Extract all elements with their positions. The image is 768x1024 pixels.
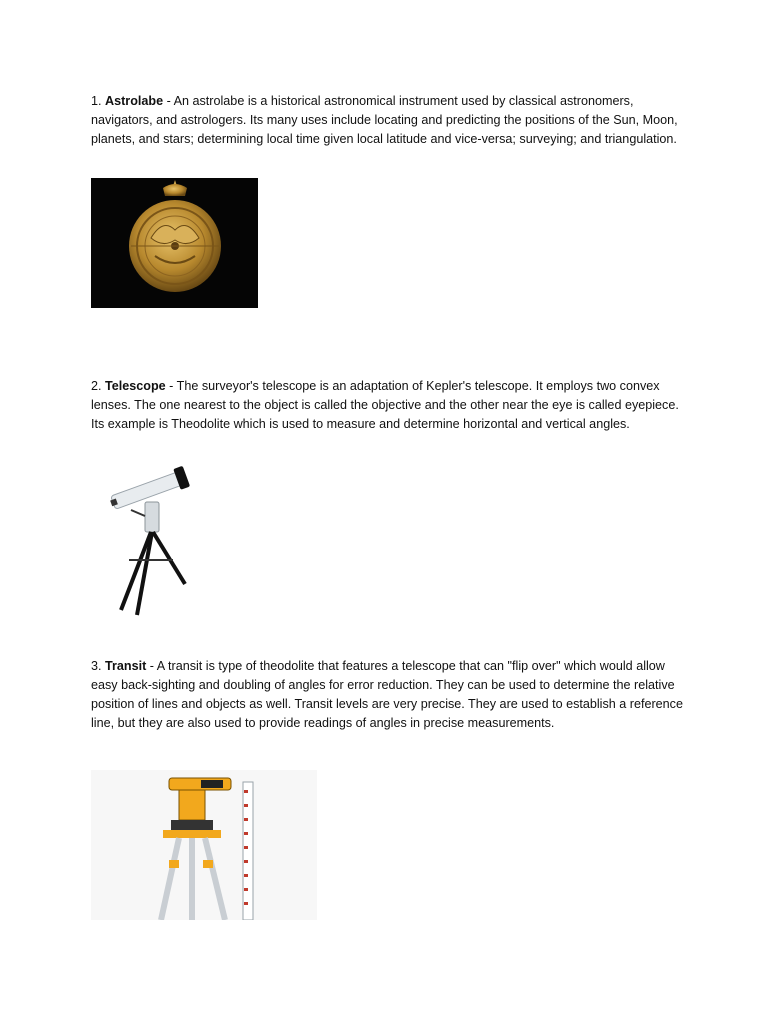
item-description: - A transit is type of theodolite that features a telescope that can "flip over" which would allow easy back-sighting and doubling of angles for error reduction. They can be used to determine the relative position of lines and objects as well. Transit levels are very precise. They are used to establish a reference line, but they are also used to provide readings of angles in precise measurements. — [91, 659, 683, 730]
astrolabe-image — [91, 178, 258, 308]
item-transit-paragraph — [91, 657, 687, 733]
item-term: Astrolabe — [105, 94, 164, 108]
item-description: - An astrolabe is a historical astronomical instrument used by classical astronomers, navigators, and astrologers. Its many uses include locating and predicting the positions of the Sun, Moon, planets, and stars; determining local time given local latitude and vice-versa; surveying; and triangulation. — [91, 94, 678, 146]
item-number: 2. — [91, 379, 106, 393]
item-term: Telescope — [105, 379, 166, 393]
telescope-image — [91, 460, 211, 620]
item-description: - The surveyor's telescope is an adaptation of Kepler's telescope. It employs two convex lenses. The one nearest to the object is called the objective and the other near the eye is called eyepiece. Its example is Theodolite which is used to measure and determine horizontal and vertical angles. — [91, 379, 679, 431]
item-number: 1. — [91, 94, 106, 108]
transit-image — [91, 770, 317, 920]
item-term: Transit — [105, 659, 147, 673]
item-number: 3. — [91, 659, 106, 673]
item-telescope-paragraph — [91, 377, 687, 434]
item-astrolabe-paragraph — [91, 92, 687, 149]
